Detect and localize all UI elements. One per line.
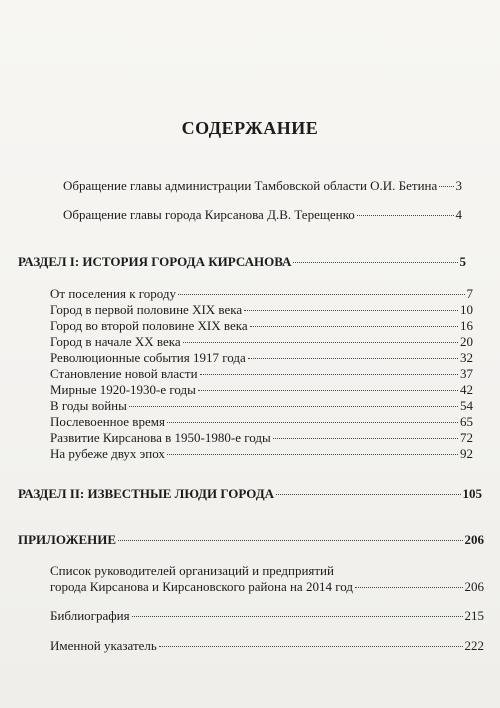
toc-chapter-10 (50, 430, 473, 446)
dot-leader (293, 262, 457, 263)
toc-chapter-text: От поселения к городу (50, 286, 177, 301)
toc-chapter-text: Развитие Кирсанова в 1950-1980-е годы (50, 430, 271, 445)
dot-leader (355, 587, 463, 588)
dot-leader (276, 494, 460, 495)
toc-page-number: 7 (466, 286, 473, 301)
toc-chapter-1 (50, 286, 473, 302)
page-title: СОДЕРЖАНИЕ (181, 118, 319, 138)
dot-leader (118, 540, 462, 541)
toc-page-number: 54 (460, 398, 473, 413)
toc-page-number: 32 (460, 350, 473, 365)
toc-appendix-item-1 (50, 563, 484, 595)
dot-leader (167, 422, 458, 423)
toc-page-number: 206 (464, 579, 484, 594)
toc-chapter-5 (50, 350, 473, 366)
toc-chapter-2 (50, 302, 473, 318)
toc-page-number: 72 (460, 430, 473, 445)
toc-page-number: 37 (460, 366, 473, 381)
toc-page-number: 92 (460, 446, 473, 461)
toc-chapter-text: На рубеже двух эпох (50, 446, 165, 461)
toc-entry-text-line2: города Кирсанова и Кирсановского района на 2014 год (50, 579, 353, 594)
toc-chapter-text: Город в начале XX века (50, 334, 181, 349)
toc-chapter-text: Послевоенное время (50, 414, 165, 429)
dot-leader (132, 616, 463, 617)
toc-chapter-text: Становление новой власти (50, 366, 198, 381)
toc-chapter-text: В годы войны (50, 398, 127, 413)
dot-leader (248, 358, 458, 359)
toc-page-number: 4 (455, 207, 462, 222)
toc-page-number: 65 (460, 414, 473, 429)
toc-page-number: 10 (460, 302, 473, 317)
toc-page-number: 206 (464, 532, 484, 547)
toc-chapter-text: Город в первой половине XIX века (50, 302, 243, 317)
dot-leader (178, 294, 464, 295)
toc-page-number: 20 (460, 334, 473, 349)
dot-leader (200, 374, 458, 375)
toc-entry-text: Обращение главы администрации Тамбовской области О.И. Бетина (63, 178, 438, 193)
dot-leader (244, 310, 458, 311)
toc-chapter-7 (50, 382, 473, 398)
dot-leader (250, 326, 458, 327)
toc-chapter-11 (50, 446, 473, 462)
toc-appendix-item-3 (50, 638, 484, 654)
toc-page-number: 105 (462, 486, 482, 501)
toc-chapter-3 (50, 318, 473, 334)
toc-page-number: 222 (464, 638, 484, 653)
dot-leader (129, 406, 458, 407)
toc-page-number: 3 (455, 178, 462, 193)
dot-leader (357, 215, 454, 216)
toc-appendix-text: ПРИЛОЖЕНИЕ (18, 532, 117, 547)
toc-entry-front-1 (63, 178, 462, 194)
toc-chapter-6 (50, 366, 473, 382)
toc-section-text: РАЗДЕЛ I: ИСТОРИЯ ГОРОДА КИРСАНОВА (18, 254, 292, 269)
toc-page-number: 215 (464, 608, 484, 623)
toc-appendix-item-2 (50, 608, 484, 624)
dot-leader (183, 342, 458, 343)
toc-entry-text: Библиография (50, 608, 130, 623)
toc-page-number: 42 (460, 382, 473, 397)
toc-appendix (18, 532, 484, 548)
dot-leader (273, 438, 458, 439)
toc-chapter-4 (50, 334, 473, 350)
toc-entry-text: Именной указатель (50, 638, 157, 653)
toc-chapter-8 (50, 398, 473, 414)
toc-section-2 (18, 486, 482, 502)
dot-leader (439, 186, 453, 187)
toc-entry-text: Обращение главы города Кирсанова Д.В. Терещенко (63, 207, 355, 222)
toc-chapter-text: Мирные 1920-1930-е годы (50, 382, 196, 397)
toc-page-number: 5 (459, 254, 466, 269)
toc-chapter-text: Революционные события 1917 года (50, 350, 246, 365)
dot-leader (198, 390, 458, 391)
toc-entry-text-line1: Список руководителей организаций и предприятий (50, 563, 334, 578)
toc-chapter-text: Город во второй половине XIX века (50, 318, 248, 333)
toc-chapter-9 (50, 414, 473, 430)
toc-page-number: 16 (460, 318, 473, 333)
dot-leader (167, 454, 458, 455)
toc-section-text: РАЗДЕЛ II: ИЗВЕСТНЫЕ ЛЮДИ ГОРОДА (18, 486, 275, 501)
toc-section-1 (18, 254, 466, 270)
toc-entry-front-2 (63, 207, 462, 223)
dot-leader (159, 646, 463, 647)
